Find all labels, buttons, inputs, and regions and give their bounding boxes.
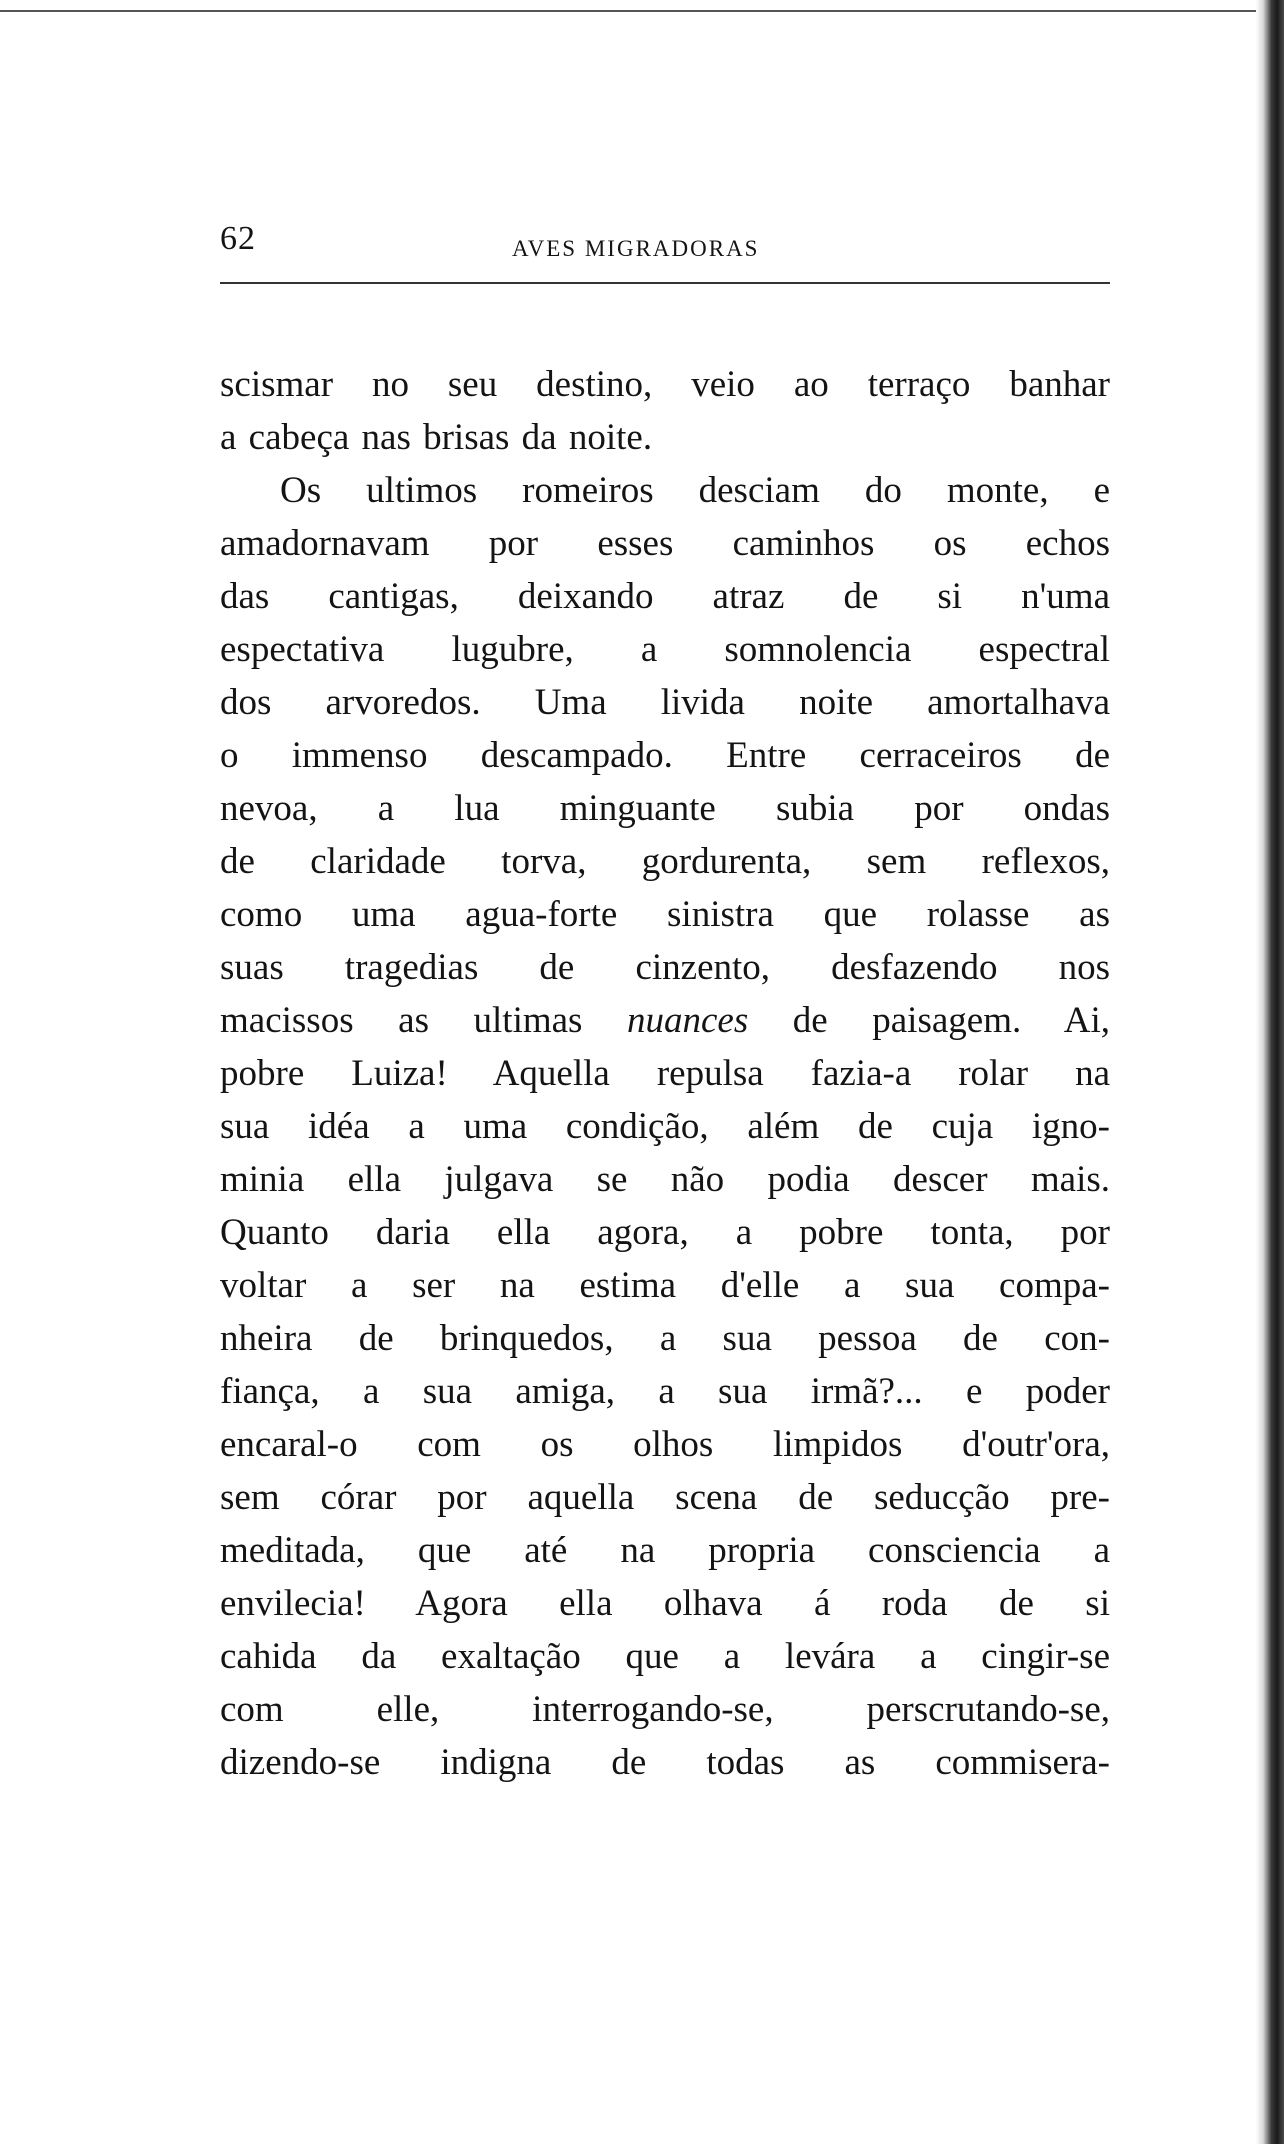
text-line: encaral-o com os olhos limpidos d'outr'ora, [220, 1424, 1110, 1465]
text-line: minia ella julgava se não podia descer mais. [220, 1159, 1110, 1200]
text-line: scismar no seu destino, veio ao terraço banhar [220, 364, 1110, 405]
text-line: Quanto daria ella agora, a pobre tonta, por [220, 1212, 1110, 1253]
text-segment: macissos as ultimas [220, 1000, 583, 1041]
text-segment: de paisagem. Ai, [792, 1000, 1110, 1041]
text-line: dos arvoredos. Uma livida noite amortalhava [220, 682, 1110, 723]
text-line: como uma agua-forte sinistra que rolasse as [220, 894, 1110, 935]
text-line: nevoa, a lua minguante subia por ondas [220, 788, 1110, 829]
text-line: suas tragedias de cinzento, desfazendo nos [220, 947, 1110, 988]
text-line: amadornavam por esses caminhos os echos [220, 523, 1110, 564]
text-line: envilecia! Agora ella olhava á roda de si [220, 1583, 1110, 1624]
italic-term: nuances [627, 1000, 749, 1041]
book-spine-shadow [1256, 0, 1284, 2144]
text-line: voltar a ser na estima d'elle a sua compa- [220, 1265, 1110, 1306]
body-text [220, 358, 1110, 1789]
text-line: dizendo-se indigna de todas as commisera- [220, 1742, 1110, 1783]
book-page [220, 220, 1110, 1783]
text-line: nheira de brinquedos, a sua pessoa de con- [220, 1318, 1110, 1359]
top-border-rule [0, 10, 1262, 12]
text-line: das cantigas, deixando atraz de si n'uma [220, 576, 1110, 617]
text-line: a cabeça nas brisas da noite. [220, 417, 653, 458]
header-rule [220, 282, 1110, 284]
text-line: com elle, interrogando-se, perscrutando-se, [220, 1689, 1110, 1730]
text-line: pobre Luiza! Aquella repulsa fazia-a rolar na [220, 1053, 1110, 1094]
text-line: sua idéa a uma condição, além de cuja igno- [220, 1106, 1110, 1147]
page-number: 62 [220, 220, 256, 257]
text-line: o immenso descampado. Entre cerraceiros de [220, 735, 1110, 776]
text-line: espectativa lugubre, a somnolencia espectral [220, 629, 1110, 670]
text-line: meditada, que até na propria consciencia a [220, 1530, 1110, 1571]
text-line: fiança, a sua amiga, a sua irmã?... e poder [220, 1371, 1110, 1412]
running-title: AVES MIGRADORAS [512, 236, 760, 261]
text-line-with-italic [220, 994, 1110, 1047]
text-line: de claridade torva, gordurenta, sem reflexos, [220, 841, 1110, 882]
paragraph-start-line: Os ultimos romeiros desciam do monte, e [280, 470, 1110, 511]
text-line: cahida da exaltação que a levára a cingir-se [220, 1636, 1110, 1677]
text-line: sem córar por aquella scena de seducção pre- [220, 1477, 1110, 1518]
page-header [220, 220, 1110, 270]
